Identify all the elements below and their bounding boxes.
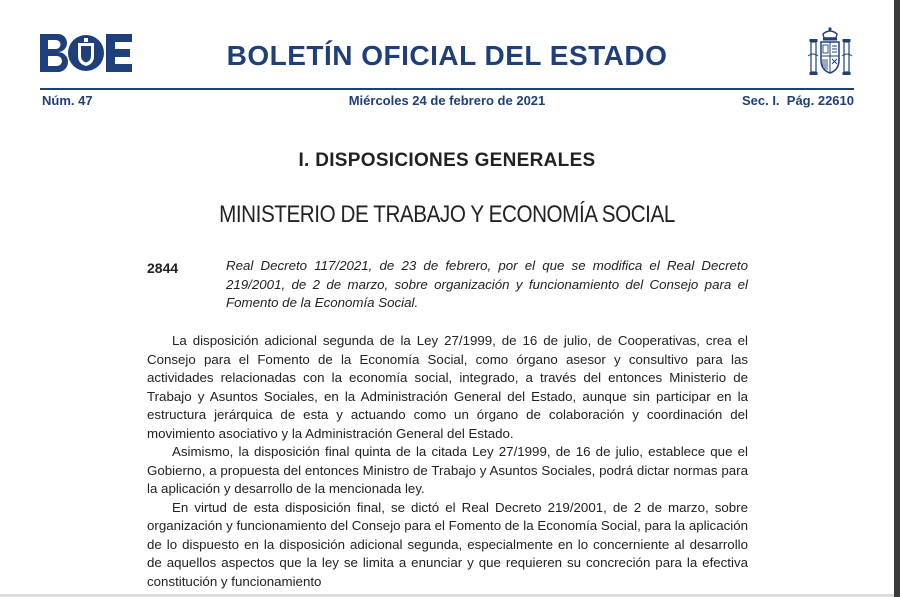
document-body [147,332,748,591]
paragraph: En virtud de esta disposición final, se dictó el Real Decreto 219/2001, de 2 de marzo, sobre organización y funcionamiento del Consejo para el Fomento de la Economía Social, para la aplicación de lo dispuesto en la disposición adicional segunda, especialmente en lo concerniente al desarrollo de aquellos aspectos que la ley se limita a enunciar y que requieren su concreción para la efectiva constitución y funcionamiento [147,499,748,589]
decree-title: Real Decreto 117/2021, de 23 de febrero, por el que se modifica el Real Decreto 219/2001, de 2 de marzo, sobre organización y funcionamiento del Consejo para el Fomento de la Economía Social. [226,258,748,311]
spain-coat-of-arms-icon [806,26,854,78]
section-page: Sec. I. Pág. 22610 [741,93,854,108]
section-title: I. DISPOSICIONES GENERALES [298,150,596,171]
bulletin-title: BOLETÍN OFICIAL DEL ESTADO [226,40,668,71]
paragraph: La disposición adicional segunda de la Ley 27/1999, de 16 de julio, de Cooperativas, crea el Consejo para el Fomento de la Economía Social, como órgano asesor y consultivo para las actividades relacionadas con la economía social, integrado, a través del entonces Ministerio de Trabajo y Asuntos Sociales, en la Administración General del Estado, aunque sin participar en la estructura jerárquica de esta y actuando como un órgano de colaboración y coordinación del movimiento asociativo y la Administración General del Estado. [147,333,748,441]
ministry-heading: MINISTERIO DE TRABAJO Y ECONOMÍA SOCIAL [219,201,675,228]
issue-number: Núm. 47 [42,93,93,108]
header-rule [40,88,854,90]
reference-number: 2844 [147,260,179,276]
issue-date: Miércoles 24 de febrero de 2021 [348,93,546,108]
window-edge [894,0,900,597]
paragraph: Asimismo, la disposición final quinta de la citada Ley 27/1999, de 16 de julio, establece que el Gobierno, a propuesta del entonces Ministro de Trabajo y Asuntos Sociales, podrá dictar normas para la aplicación y desarrollo de la mencionada ley. [147,444,748,496]
